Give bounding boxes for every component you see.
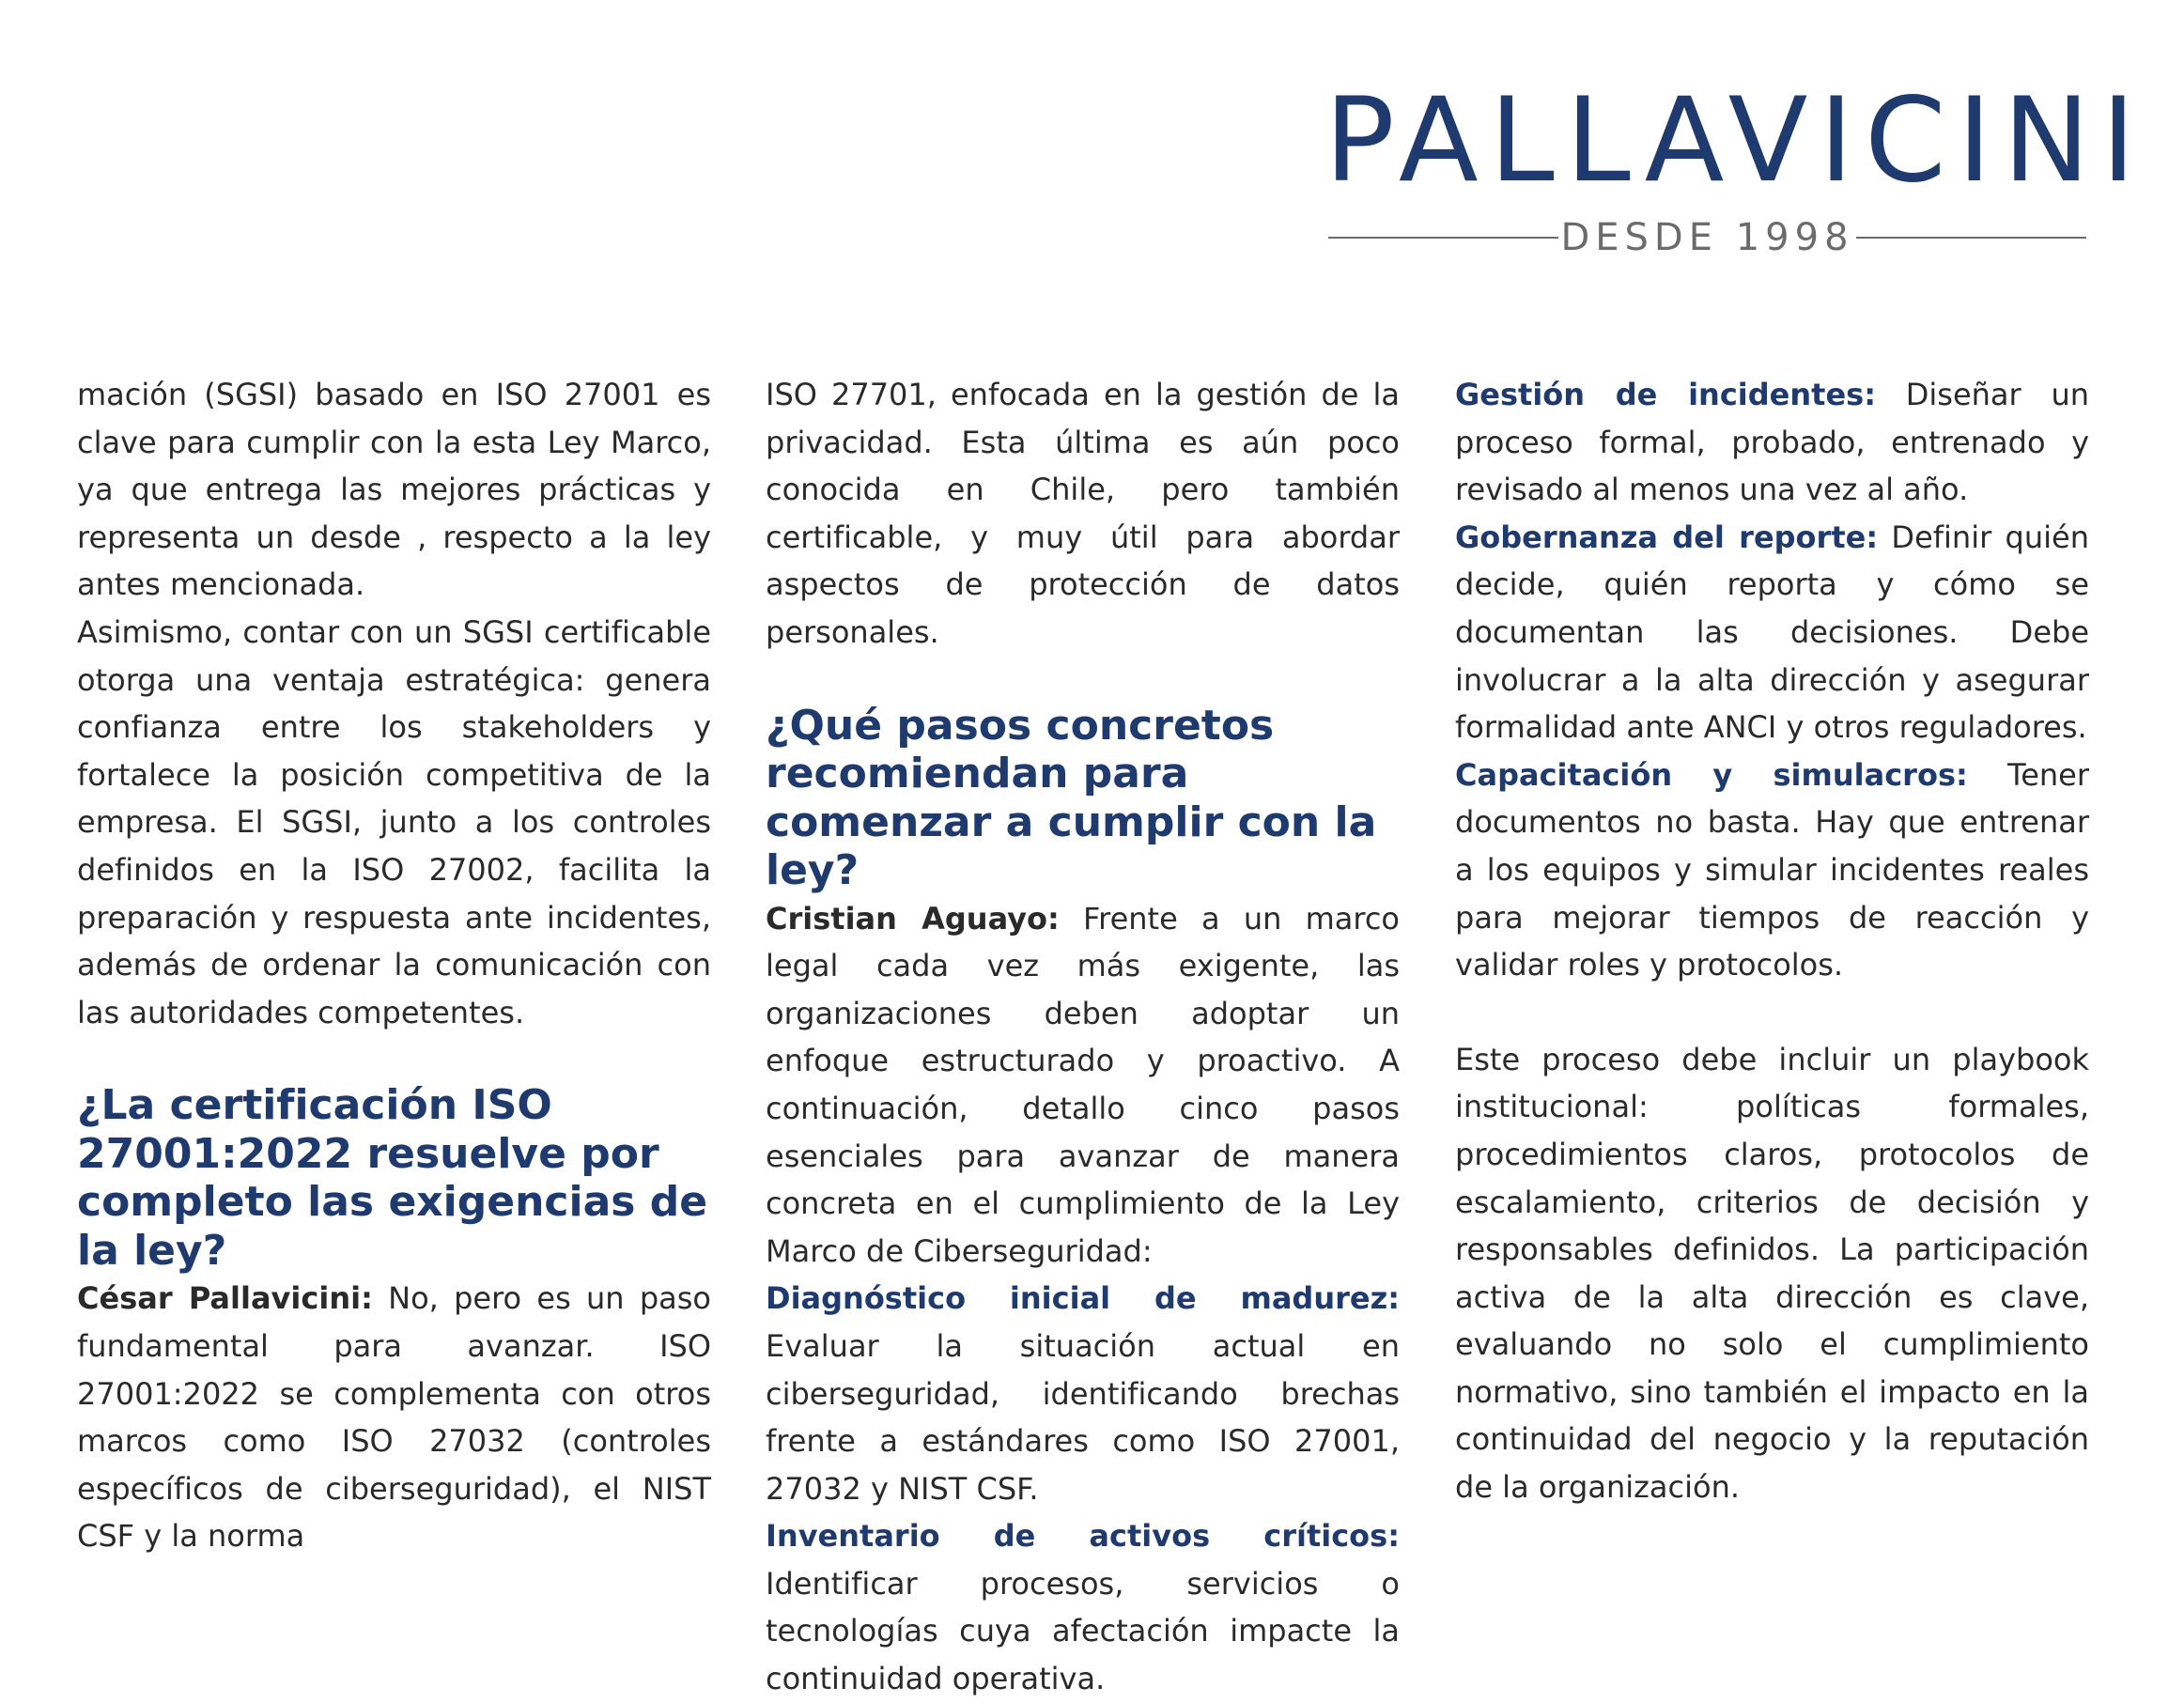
step-term: Diagnóstico inicial de madurez: — [766, 1280, 1400, 1317]
answer-text: Frente a un marco legal cada vez más exigente, las organizaciones deben adoptar un enfoque estructurado y proactivo. A continuación, detallo cinco pasos esenciales para avanzar de manera concreta en el cumplimiento de la Ley Marco de Ciberseguridad: — [766, 900, 1400, 1269]
step-term: Gestión de incidentes: — [1455, 377, 1877, 412]
step-gestion-incidentes — [1455, 371, 2089, 514]
step-term: Capacitación y simulacros: — [1455, 756, 1968, 793]
col2-paragraph-1: ISO 27701, enfocada en la gestión de la privacidad. Esta última es aún poco conocida en Chile, pero también certificable, y muy útil para abordar aspectos de protección de datos personales. — [766, 377, 1400, 650]
step-text: Diseñar un proceso formal, probado, entrenado y revisado al menos una vez al año. — [1455, 377, 2090, 508]
step-gobernanza — [1455, 514, 2089, 751]
col2-answer — [766, 895, 1400, 1276]
tagline-rule-right — [1856, 237, 2086, 239]
logo-tagline — [1324, 214, 2090, 261]
column-3 — [1455, 371, 2089, 1511]
step-capacitacion — [1455, 751, 2089, 989]
step-diagnostico — [766, 1275, 1400, 1512]
column-2 — [766, 371, 1400, 1703]
col1-answer — [77, 1275, 711, 1560]
logo-wordmark: PALLAVICINI — [1324, 73, 2147, 209]
step-inventario — [766, 1512, 1400, 1702]
step-text: Evaluar la situación actual en ciberseguridad, identificando brechas frente a estándares como ISO 27001, 27032 y NIST CSF. — [766, 1327, 1400, 1507]
col1-paragraph-1: mación (SGSI) basado en ISO 27001 es clave para cumplir con la esta Ley Marco, ya que entrega las mejores prácticas y representa un desde , respecto a la ley antes mencionada. — [77, 377, 711, 603]
step-text: Identificar procesos, servicios o tecnologías cuya afectación impacte la continuidad operativa. — [766, 1565, 1400, 1697]
step-term: Inventario de activos críticos: — [766, 1518, 1400, 1555]
column-1 — [77, 371, 711, 1560]
step-text: Definir quién decide, quién reporta y cómo se documentan las decisiones. Debe involucrar a la alta dirección y asegurar formalidad ante ANCI y otros reguladores. — [1455, 519, 2089, 746]
col1-paragraph-2: Asimismo, contar con un SGSI certificable otorga una ventaja estratégica: genera confianza entre los stakeholders y fortalece la posición competitiva de la empresa. El SGSI, junto a los controles definidos en la ISO 27002, facilita la preparación y respuesta ante incidentes, además de ordenar la comunicación con las autoridades competentes. — [77, 613, 711, 1030]
pallavicini-logo — [1324, 73, 2147, 261]
step-text: Tener documentos no basta. Hay que entrenar a los equipos y simular incidentes reales para mejorar tiempos de reacción y validar roles y protocolos. — [1455, 756, 2089, 983]
col3-closing-paragraph: Este proceso debe incluir un playbook institucional: políticas formales, procedimientos claros, protocolos de escalamiento, criterios de decisión y responsables definidos. La participación activa de la alta dirección es clave, evaluando no solo el cumplimiento normativo, sino también el impacto en la continuidad del negocio y la reputación de la organización. — [1455, 1041, 2089, 1506]
speaker-name: César Pallavicini: — [77, 1280, 373, 1317]
answer-text: No, pero es un paso fundamental para avanzar. ISO 27001:2022 se complementa con otros marcos como ISO 27032 (controles específicos de ciberseguridad), el NIST CSF y la norma — [77, 1280, 712, 1555]
col1-question-heading: ¿La certificación ISO 27001:2022 resuelve por completo las exigencias de la ley? — [77, 1081, 708, 1275]
step-term: Gobernanza del reporte: — [1455, 519, 1879, 555]
speaker-name: Cristian Aguayo: — [766, 900, 1060, 937]
tagline-text: DESDE 1998 — [1560, 216, 1854, 259]
col2-question-heading: ¿Qué pasos concretos recomiendan para comenzar a cumplir con la ley? — [766, 701, 1377, 895]
